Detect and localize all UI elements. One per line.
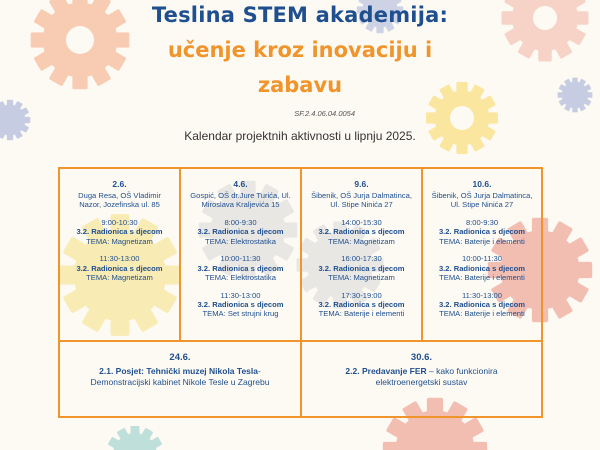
session-time: 11:30-13:00	[220, 290, 261, 300]
session-name: 3.2. Radionica s djecom	[197, 227, 284, 237]
session-topic: TEMA: Baterije i elementi	[439, 236, 525, 246]
session-name: 3.2. Radionica s djecom	[318, 227, 405, 237]
session-topic: TEMA: Magnetizam	[328, 236, 395, 246]
session-time: 8:00-9:30	[224, 217, 257, 227]
session-name: 3.2. Radionica s djecom	[318, 263, 405, 273]
session-topic: TEMA: Baterije i elementi	[318, 309, 405, 319]
session-block	[423, 254, 541, 282]
cell-date: 9.6.	[354, 179, 369, 189]
title-line-3: zabavu	[257, 73, 343, 97]
session-block	[181, 291, 300, 319]
session-name: 3.2. Radionica s djecom	[197, 299, 284, 309]
session-block	[302, 254, 421, 282]
cell-date: 10.6.	[472, 179, 492, 189]
session-block	[181, 254, 300, 282]
session-time: 16:00-17:30	[341, 254, 382, 264]
event-detail: – kako funkcionira elektroenergetski sustav	[375, 366, 498, 388]
session-name: 3.2. Radionica s djecom	[438, 263, 526, 273]
session-topic: TEMA: Magnetizam	[86, 273, 153, 283]
session-topic: TEMA: Elektrostatika	[205, 236, 276, 246]
session-topic: TEMA: Magnetizam	[86, 236, 153, 246]
session-name: 3.2. Radionica s djecom	[197, 263, 284, 273]
session-name: 3.2. Radionica s djecom	[438, 227, 526, 237]
event-detail: - Demonstracijski kabinet Nikole Tesle u Zagrebu	[90, 366, 270, 388]
cell-location: Duga Resa, OŠ Vladimir Nazor, Jozefinska ul. 85	[78, 190, 161, 210]
cell-location: Gospić, OŠ dr.Jure Turića, Ul. Miroslava Kraljevića 15	[190, 190, 291, 210]
session-name: 3.2. Radionica s djecom	[76, 263, 163, 273]
session-block	[60, 218, 179, 246]
session-name: 3.2. Radionica s djecom	[318, 299, 405, 309]
event-cell-2	[300, 340, 543, 418]
event-date: 30.6.	[410, 352, 433, 363]
calendar-cell-day-2	[179, 167, 302, 342]
session-block	[181, 218, 300, 246]
event-cell-1	[58, 340, 302, 418]
session-topic: TEMA: Baterije i elementi	[439, 273, 525, 283]
cell-date: 4.6.	[233, 179, 248, 189]
session-time: 10:00-11:30	[462, 254, 502, 264]
session-block	[302, 218, 421, 246]
session-topic: TEMA: Baterije i elementi	[439, 309, 525, 319]
session-topic: TEMA: Set strujni krug	[202, 309, 279, 319]
title-line-2: učenje kroz inovaciju i	[167, 38, 433, 62]
session-time: 14:00-15:30	[341, 217, 382, 227]
session-time: 11:30-13:00	[462, 290, 502, 300]
cell-location: Šibenik, OŠ Jurja Dalmatinca, Ul. Stipe Ninića 27	[431, 190, 533, 210]
calendar-cell-day-3	[300, 167, 423, 342]
session-name: 3.2. Radionica s djecom	[76, 227, 163, 237]
session-time: 9:00-10:30	[101, 217, 138, 227]
session-time: 11:30-13:00	[99, 254, 140, 264]
calendar-cell-day-1	[58, 167, 181, 342]
session-time: 8:00-9:30	[465, 217, 499, 227]
session-block	[60, 254, 179, 282]
event-date: 24.6.	[169, 352, 191, 363]
event-title: 2.2. Predavanje FER	[345, 366, 427, 377]
session-time: 17:30-19:00	[341, 290, 382, 300]
session-name: 3.2. Radionica s djecom	[438, 299, 526, 309]
calendar-cell-day-4	[421, 167, 543, 342]
session-time: 10:00-11:30	[220, 254, 261, 264]
session-topic: TEMA: Magnetizam	[328, 273, 395, 283]
title-line-1: Teslina STEM akademija:	[151, 3, 449, 27]
event-description	[78, 366, 282, 388]
session-topic: TEMA: Elektrostatika	[205, 273, 276, 283]
calendar-subtitle: Kalendar projektnih aktivnosti u lipnju 2025.	[184, 129, 416, 143]
cell-date: 2.6.	[112, 179, 127, 189]
project-code: SF.2.4.06.04.0054	[294, 109, 355, 118]
event-title: 2.1. Posjet: Tehnički muzej Nikola Tesla	[99, 366, 259, 377]
session-block	[302, 291, 421, 319]
event-description	[342, 366, 501, 388]
cell-location: Šibenik, OŠ Jurja Dalmatinca, Ul. Stipe Ninića 27	[311, 190, 412, 210]
session-block	[423, 218, 541, 246]
session-block	[423, 291, 541, 319]
